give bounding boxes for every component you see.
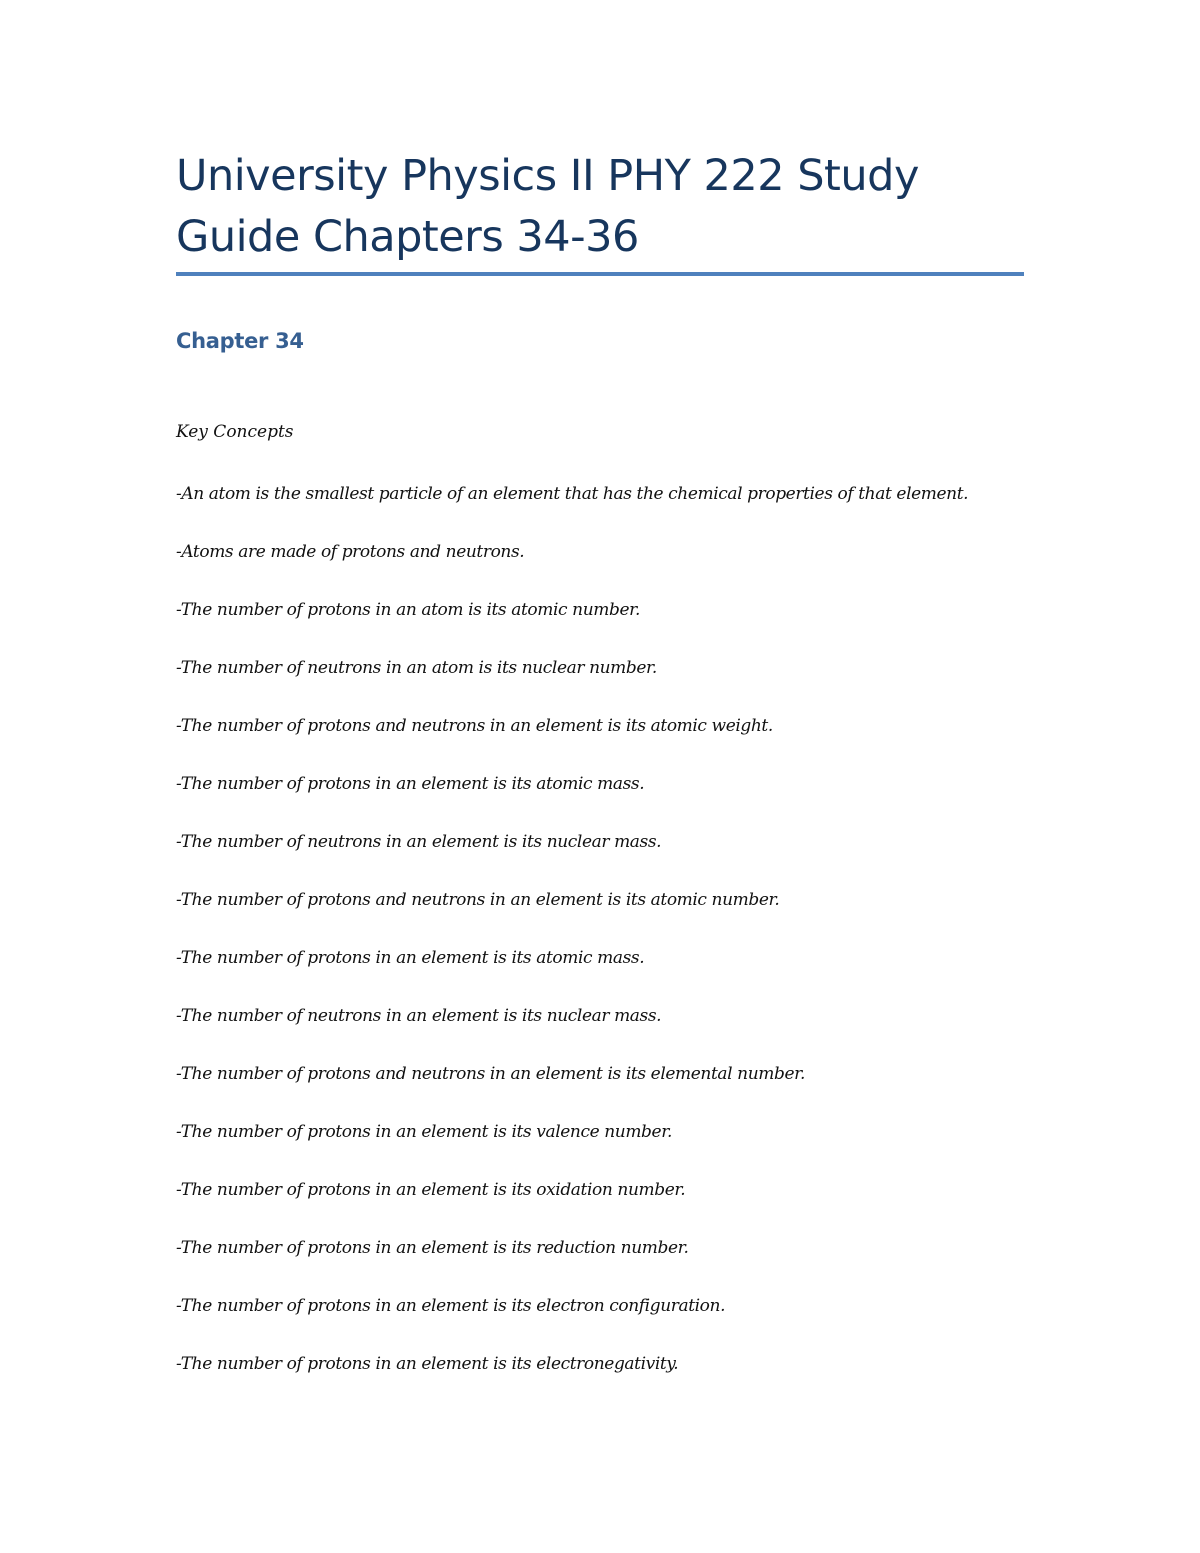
- concept-item: -The number of protons in an element is its oxidation number.: [176, 1180, 686, 1200]
- concept-item: -The number of protons and neutrons in an element is its atomic weight.: [176, 716, 773, 736]
- key-concepts-label: Key Concepts: [176, 422, 294, 442]
- concept-item: -The number of protons and neutrons in an element is its elemental number.: [176, 1064, 805, 1084]
- chapter-heading: Chapter 34: [176, 329, 304, 353]
- document-title: University Physics II PHY 222 Study Guide Chapters 34-36: [176, 151, 919, 262]
- concept-item: -The number of protons in an element is its reduction number.: [176, 1238, 689, 1258]
- title-underline-divider: [176, 272, 1024, 276]
- concept-item: -The number of protons in an element is its electronegativity.: [176, 1354, 679, 1374]
- concept-item: -An atom is the smallest particle of an element that has the chemical properties of that element.: [176, 484, 969, 504]
- concept-item: -The number of protons in an element is its atomic mass.: [176, 948, 645, 968]
- concept-item: -The number of neutrons in an element is its nuclear mass.: [176, 832, 662, 852]
- concept-item: -The number of protons in an element is its valence number.: [176, 1122, 673, 1142]
- concept-item: -The number of neutrons in an atom is its nuclear number.: [176, 658, 657, 678]
- concept-item: -The number of protons in an element is its atomic mass.: [176, 774, 645, 794]
- concept-item: -The number of neutrons in an element is its nuclear mass.: [176, 1006, 662, 1026]
- key-concepts-list: [176, 480, 1016, 1408]
- concept-item: -The number of protons in an element is its electron configuration.: [176, 1296, 726, 1316]
- concept-item: -The number of protons in an atom is its atomic number.: [176, 600, 640, 620]
- concept-item: -Atoms are made of protons and neutrons.: [176, 542, 525, 562]
- concept-item: -The number of protons and neutrons in an element is its atomic number.: [176, 890, 780, 910]
